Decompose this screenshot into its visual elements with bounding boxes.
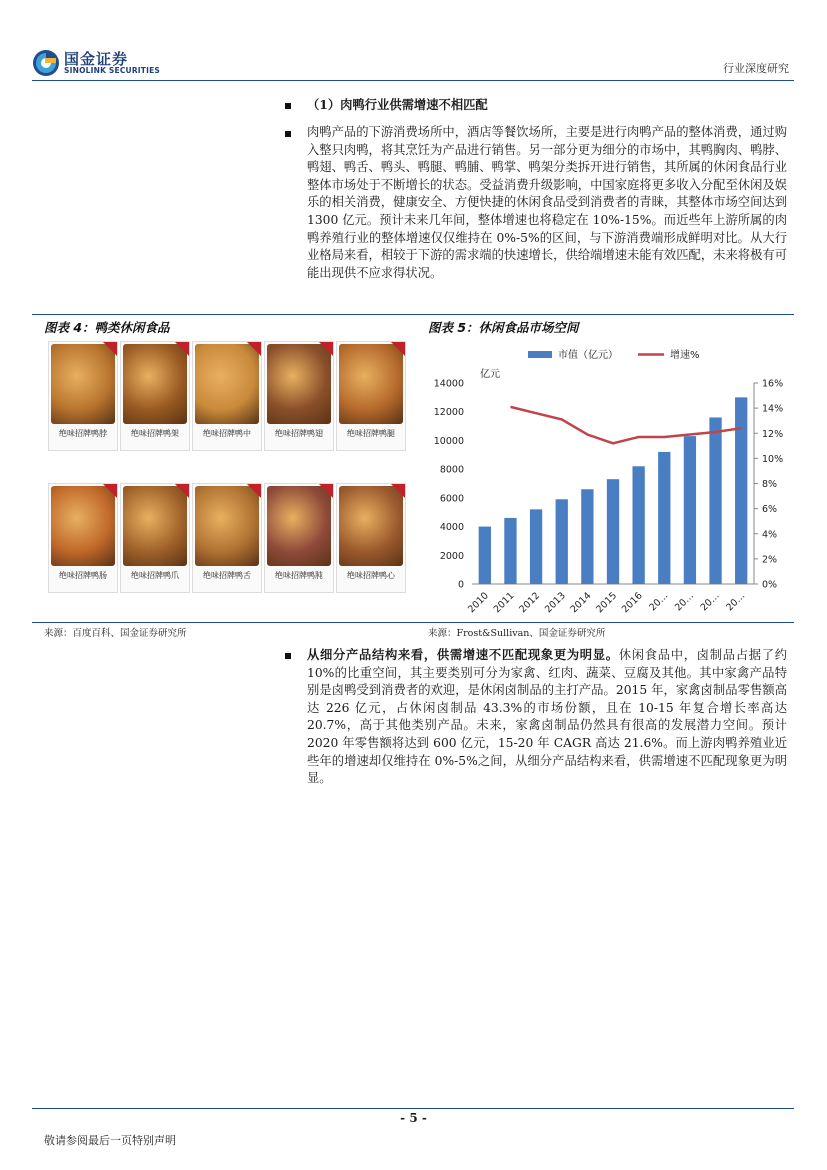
bar-market-value [684, 436, 696, 584]
snack-market-chart [428, 337, 794, 620]
bar-market-value [607, 479, 619, 584]
paragraph-product-structure [307, 646, 787, 788]
product-tile [48, 483, 118, 593]
x-tick-label: 2010 [466, 590, 491, 616]
product-label: 绝味招牌鸭中 [203, 429, 251, 438]
sinolink-logo-icon [32, 49, 60, 77]
y2-tick-label: 0% [762, 579, 778, 591]
bar-market-value [658, 452, 670, 584]
logo-text-en: SINOLINK SECURITIES [64, 66, 161, 75]
y2-tick-label: 16% [762, 378, 784, 390]
product-label: 绝味招牌鸭翅 [275, 429, 323, 438]
duck-snack-image-grid [44, 337, 409, 622]
y-tick-label: 2000 [439, 550, 464, 562]
brand-ribbon-icon [245, 341, 262, 358]
product-label: 绝味招牌鸭脖 [59, 429, 107, 438]
bullet-marker [285, 653, 291, 659]
bar-market-value [556, 499, 568, 584]
figure5-title: 图表 5：休闲食品市场空间 [428, 320, 579, 335]
product-tile [264, 483, 334, 593]
product-tile [336, 341, 406, 451]
x-tick-label: 2011 [491, 590, 517, 616]
brand-ribbon-icon [101, 483, 118, 500]
brand-ribbon-icon [173, 341, 190, 358]
brand-ribbon-icon [101, 341, 118, 358]
bar-market-value [530, 509, 542, 584]
bullet-marker [285, 131, 291, 137]
y2-tick-label: 4% [762, 529, 778, 541]
figure4-source: 来源：百度百科、国金证券研究所 [44, 628, 187, 639]
brand-ribbon-icon [245, 483, 262, 500]
bar-market-value [632, 466, 644, 584]
bar-market-value [735, 397, 747, 584]
legend-label-growth: 增速% [670, 350, 700, 361]
y2-tick-label: 8% [762, 479, 778, 490]
disclaimer-note: 敬请参阅最后一页特别声明 [44, 1134, 176, 1147]
footer-divider [32, 1108, 794, 1109]
product-tile [192, 341, 262, 451]
product-label: 绝味招牌鸭心 [347, 571, 395, 580]
figure5-source: 来源：Frost&Sullivan、国金证券研究所 [428, 628, 606, 639]
x-tick-label: 20… [724, 590, 748, 614]
product-label: 绝味招牌鸭爪 [131, 571, 179, 580]
brand-ribbon-icon [389, 341, 406, 358]
y-tick-label: 6000 [439, 493, 464, 505]
x-tick-label: 2013 [542, 590, 568, 616]
y-tick-label: 14000 [433, 378, 464, 390]
product-tile [264, 341, 334, 451]
section-heading: （1）肉鸭行业供需增速不相匹配 [307, 97, 488, 112]
header-divider [32, 80, 794, 81]
product-label: 绝味招牌鸭舌 [203, 571, 251, 580]
legend-bar-swatch [528, 351, 552, 358]
y-tick-label: 0 [457, 579, 464, 591]
bar-market-value [504, 518, 516, 584]
product-label: 绝味招牌鸭腿 [347, 429, 395, 438]
header-section-label: 行业深度研究 [723, 62, 789, 75]
product-label: 绝味招牌鸭架 [131, 429, 179, 438]
figure4-title: 图表 4：鸭类休闲食品 [44, 320, 170, 335]
product-tile [120, 483, 190, 593]
y-tick-label: 10000 [433, 435, 464, 447]
paragraph-lead-bold: 从细分产品结构来看，供需增速不匹配现象更为明显。 [307, 647, 619, 662]
bar-market-value [709, 417, 721, 584]
product-tile [336, 483, 406, 593]
brand-ribbon-icon [317, 483, 334, 500]
y2-tick-label: 2% [762, 554, 778, 566]
bar-market-value [581, 489, 593, 584]
bar-market-value [479, 527, 491, 584]
y2-tick-label: 12% [762, 428, 784, 440]
brand-ribbon-icon [317, 341, 334, 358]
legend-label-value: 市值（亿元） [558, 350, 618, 361]
y-axis-unit: 亿元 [480, 369, 500, 380]
bullet-marker [285, 103, 291, 109]
figure-top-divider [32, 314, 794, 315]
product-tile [120, 341, 190, 451]
x-tick-label: 20… [698, 590, 722, 614]
x-tick-label: 20… [647, 590, 671, 614]
x-tick-label: 2012 [517, 590, 543, 616]
product-tile [192, 483, 262, 593]
x-tick-label: 2015 [594, 590, 620, 616]
x-tick-label: 2014 [568, 590, 594, 616]
page-number: - 5 - [400, 1111, 427, 1125]
product-label: 绝味招牌鸭肫 [275, 571, 323, 580]
product-label: 绝味招牌鸭肠 [59, 571, 107, 580]
x-tick-label: 20… [672, 590, 697, 614]
y-tick-label: 4000 [439, 522, 464, 534]
y2-tick-label: 6% [762, 504, 778, 516]
y-tick-label: 8000 [439, 464, 464, 476]
y2-tick-label: 10% [762, 453, 784, 465]
figure-bottom-divider [32, 622, 794, 623]
paragraph-supply-demand: 肉鸭产品的下游消费场所中，酒店等餐饮场所，主要是进行肉鸭产品的整体消费，通过购入整只肉鸭，将其烹饪为产品进行销售。另一部分更为细分的市场中，其鸭胸肉、鸭脖、鸭翅、鸭舌、鸭头、鸭腿、鸭脯、鸭掌、鸭架分类拆开进行销售，其所属的休闲食品行业整体市场处于不断增长的状态。受益消费升级影响，中国家庭将更多收入分配至休闲及娱乐的相关消费，健康安全、方便快捷的休闲食品受到消费者的青睐，其整体市场空间达到 1300 亿元。预计未来几年间，整体增速也将稳定在 10%-15%。而近些年上游所属的肉鸭养殖行业的整体增速仅仅维持在 0%-5%的区间，与下游消费端形成鲜明对比。从大行业格局来看，相较于下游的需求端的快速增长，供给端增速未能有效匹配，未来将极有可能出现供不应求得状况。 [307, 125, 787, 280]
logo-text-cn: 国金证券 [64, 50, 129, 68]
paragraph-body: 休闲食品中，卤制品占据了约 10%的比重空间，其主要类别可分为家禽、红肉、蔬菜、豆腐及其他。其中家禽产品特别是卤鸭受到消费者的欢迎，是休闲卤制品的主打产品。2015 年，家禽卤制品零售额高达 226 亿元，占休闲卤制品 43.3%的市场份额，且在 10-15 年复合增长率高达 20.7%，高于其他类别产品。未来，家禽卤制品仍然具有很高的发展潜力空间。预计 2020 年零售额将达到 600 亿元，15-20 年 CAGR 高达 21.6%。而上游肉鸭养殖业近些年的增速却仅维持在 0%-5%之间，从细分产品结构来看，供需增速不匹配现象更为明显。 [307, 648, 787, 786]
brand-ribbon-icon [173, 483, 190, 500]
y2-tick-label: 14% [762, 403, 784, 415]
x-tick-label: 2016 [619, 590, 645, 616]
product-tile [48, 341, 118, 451]
y-tick-label: 12000 [433, 407, 464, 419]
brand-ribbon-icon [389, 483, 406, 500]
